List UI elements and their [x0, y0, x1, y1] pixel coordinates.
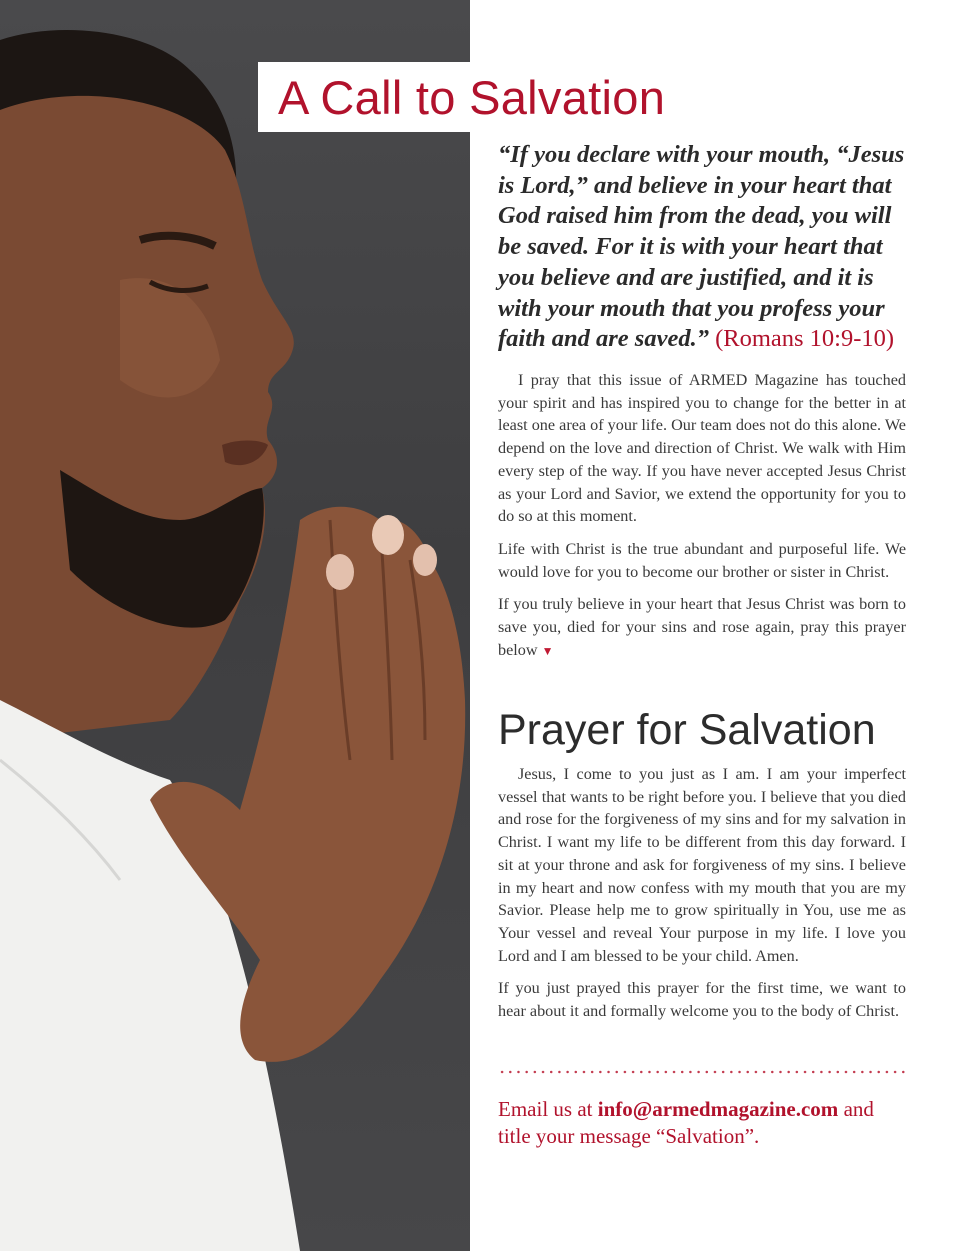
prayer-paragraph: If you just prayed this prayer for the first time, we want to hear about it and formally welcome you to the body of Christ. [498, 979, 906, 1021]
contact-prefix: Email us at [498, 1097, 598, 1121]
prayer-paragraph: Jesus, I come to you just as I am. I am your imperfect vessel that wants to be right before you. I believe that you died and rose for the forgiveness of my sins and for my salvation in Christ. I want my life to be different from this day forward. I sit at your throne and ask for forgiveness of my sins. I believe in my heart and now confess with my mouth that you are my Savior. Please help me to grow spiritually in You, use me as Your vessel and reveal Your purpose in my life. I love you Lord and I am blessed to be your child. Amen. [498, 765, 906, 965]
prayer-heading: Prayer for Salvation [498, 706, 876, 754]
contact-suffix: and title your message “Salvation”. [498, 1097, 874, 1148]
prayer-section [498, 763, 906, 1033]
intro-paragraph-text: If you truly believe in your heart that Jesus Christ was born to save you, died for your sins and rose again, pray this prayer below [498, 595, 906, 659]
down-arrow-icon: ▼ [541, 643, 554, 658]
contact-line [498, 1096, 906, 1150]
verse-text: “If you declare with your mouth, “Jesus is Lord,” and believe in your heart that God raised him from the dead, you will be saved. For it is with your heart that you believe and are justified, and it is with your mouth that you profess your faith and are saved.” [498, 141, 905, 353]
scripture-quote [498, 140, 906, 355]
intro-paragraph: I pray that this issue of ARMED Magazine has touched your spirit and has inspired you to change for the better in at least one area of your life. Our team does not do this alone. We depend on the love and direction of Christ. We walk with Him every step of the way. If you have never accepted Jesus Christ as your Lord and Savior, we extend the opportunity for you to do so at this moment. [498, 371, 906, 526]
email-link[interactable]: info@armedmagazine.com [597, 1097, 839, 1121]
page-title: A Call to Salvation [278, 71, 666, 124]
dotted-divider [498, 1070, 906, 1074]
verse-reference: (Romans 10:9-10) [715, 325, 895, 353]
intro-paragraph: Life with Christ is the true abundant and purposeful life. We would love for you to become our brother or sister in Christ. [498, 539, 906, 581]
praying-man-photo [0, 0, 470, 1251]
intro-paragraph [498, 593, 906, 662]
intro-section [498, 369, 906, 672]
